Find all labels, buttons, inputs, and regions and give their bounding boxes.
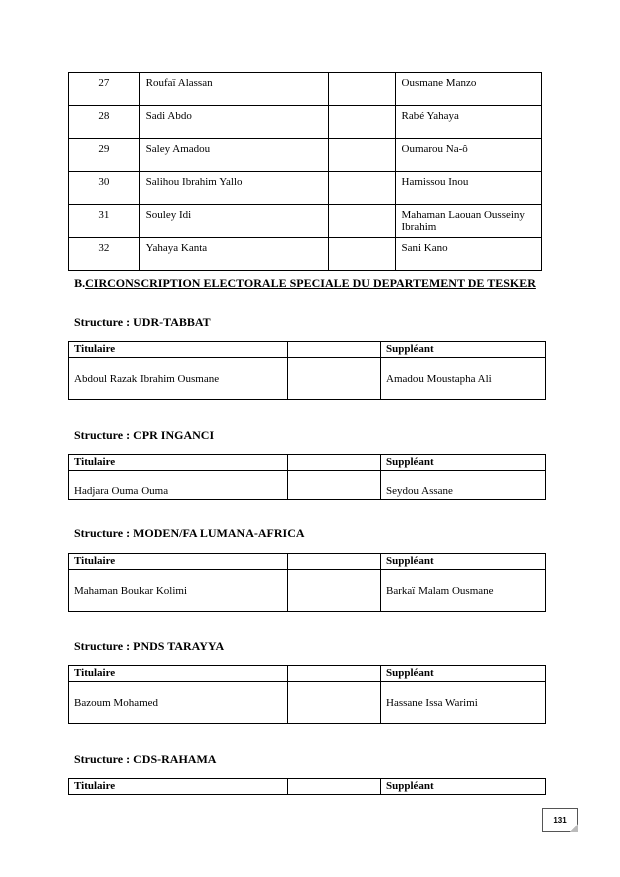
page-curl-icon [570, 824, 578, 832]
structure-label: Structure : [74, 526, 131, 540]
structure-label: Structure : [74, 639, 131, 653]
table-row [69, 205, 542, 238]
candidate-list-table [68, 72, 542, 271]
table-header-row [69, 455, 546, 471]
suppleant-cell: Seydou Assane [381, 471, 546, 500]
suppleant-cell: Amadou Moustapha Ali [381, 358, 546, 400]
table-row [69, 106, 542, 139]
titulaire-cell: Bazoum Mohamed [69, 682, 288, 724]
suppleant-cell: Oumarou Na-ô [395, 139, 542, 172]
empty-cell [288, 666, 381, 682]
structure-table [68, 778, 546, 795]
suppleant-cell: Barkaï Malam Ousmane [381, 570, 546, 612]
table-header-row [69, 342, 546, 358]
titulaire-cell: Roufaï Alassan [139, 73, 328, 106]
titulaire-header: Titulaire [69, 666, 288, 682]
suppleant-cell: Mahaman Laouan Ousseiny Ibrahim [395, 205, 542, 238]
empty-cell [288, 342, 381, 358]
table-row [69, 73, 542, 106]
titulaire-cell: Salihou Ibrahim Yallo [139, 172, 328, 205]
titulaire-header: Titulaire [69, 554, 288, 570]
suppleant-cell: Hamissou Inou [395, 172, 542, 205]
titulaire-cell: Mahaman Boukar Kolimi [69, 570, 288, 612]
titulaire-cell: Souley Idi [139, 205, 328, 238]
structure-table [68, 454, 546, 500]
structure-heading [74, 639, 224, 654]
table-row [69, 570, 546, 612]
table-row [69, 358, 546, 400]
suppleant-cell: Hassane Issa Warimi [381, 682, 546, 724]
structure-label: Structure : [74, 315, 131, 329]
suppleant-cell: Sani Kano [395, 238, 542, 271]
empty-cell [288, 471, 381, 500]
structure-heading [74, 526, 305, 541]
empty-cell [328, 73, 395, 106]
row-number: 30 [69, 172, 140, 205]
section-heading [68, 276, 542, 290]
structure-table [68, 553, 546, 612]
page-number-badge [542, 808, 578, 832]
structure-name: UDR-TABBAT [133, 315, 211, 329]
titulaire-header: Titulaire [69, 779, 288, 795]
titulaire-header: Titulaire [69, 455, 288, 471]
titulaire-cell: Sadi Abdo [139, 106, 328, 139]
structure-table [68, 341, 546, 400]
empty-cell [288, 682, 381, 724]
empty-cell [288, 779, 381, 795]
empty-cell [328, 238, 395, 271]
structure-name: CDS-RAHAMA [133, 752, 217, 766]
table-row [69, 172, 542, 205]
structure-table [68, 665, 546, 724]
structure-heading [74, 315, 211, 330]
structure-name: CPR INGANCI [133, 428, 215, 442]
suppleant-header: Suppléant [381, 666, 546, 682]
table-row [69, 238, 542, 271]
titulaire-cell: Hadjara Ouma Ouma [69, 471, 288, 500]
structure-label: Structure : [74, 428, 131, 442]
structure-heading [74, 428, 214, 443]
empty-cell [288, 570, 381, 612]
empty-cell [328, 106, 395, 139]
suppleant-header: Suppléant [381, 342, 546, 358]
empty-cell [328, 172, 395, 205]
structure-heading [74, 752, 216, 767]
suppleant-cell: Rabé Yahaya [395, 106, 542, 139]
table-row [69, 139, 542, 172]
suppleant-header: Suppléant [381, 455, 546, 471]
row-number: 32 [69, 238, 140, 271]
table-header-row [69, 554, 546, 570]
titulaire-cell: Yahaya Kanta [139, 238, 328, 271]
suppleant-header: Suppléant [381, 554, 546, 570]
empty-cell [288, 554, 381, 570]
structure-name: PNDS TARAYYA [133, 639, 225, 653]
empty-cell [288, 358, 381, 400]
table-row [69, 682, 546, 724]
row-number: 29 [69, 139, 140, 172]
structure-label: Structure : [74, 752, 131, 766]
section-prefix: B. [74, 276, 86, 290]
page-number: 131 [553, 815, 567, 825]
row-number: 28 [69, 106, 140, 139]
row-number: 31 [69, 205, 140, 238]
empty-cell [288, 455, 381, 471]
table-header-row [69, 779, 546, 795]
table-row [69, 471, 546, 500]
structure-name: MODEN/FA LUMANA-AFRICA [133, 526, 305, 540]
section-title: CIRCONSCRIPTION ELECTORALE SPECIALE DU DEPARTEMENT DE TESKER [85, 276, 536, 290]
suppleant-header: Suppléant [381, 779, 546, 795]
table-header-row [69, 666, 546, 682]
titulaire-cell: Abdoul Razak Ibrahim Ousmane [69, 358, 288, 400]
empty-cell [328, 139, 395, 172]
row-number: 27 [69, 73, 140, 106]
titulaire-header: Titulaire [69, 342, 288, 358]
titulaire-cell: Saley Amadou [139, 139, 328, 172]
suppleant-cell: Ousmane Manzo [395, 73, 542, 106]
empty-cell [328, 205, 395, 238]
